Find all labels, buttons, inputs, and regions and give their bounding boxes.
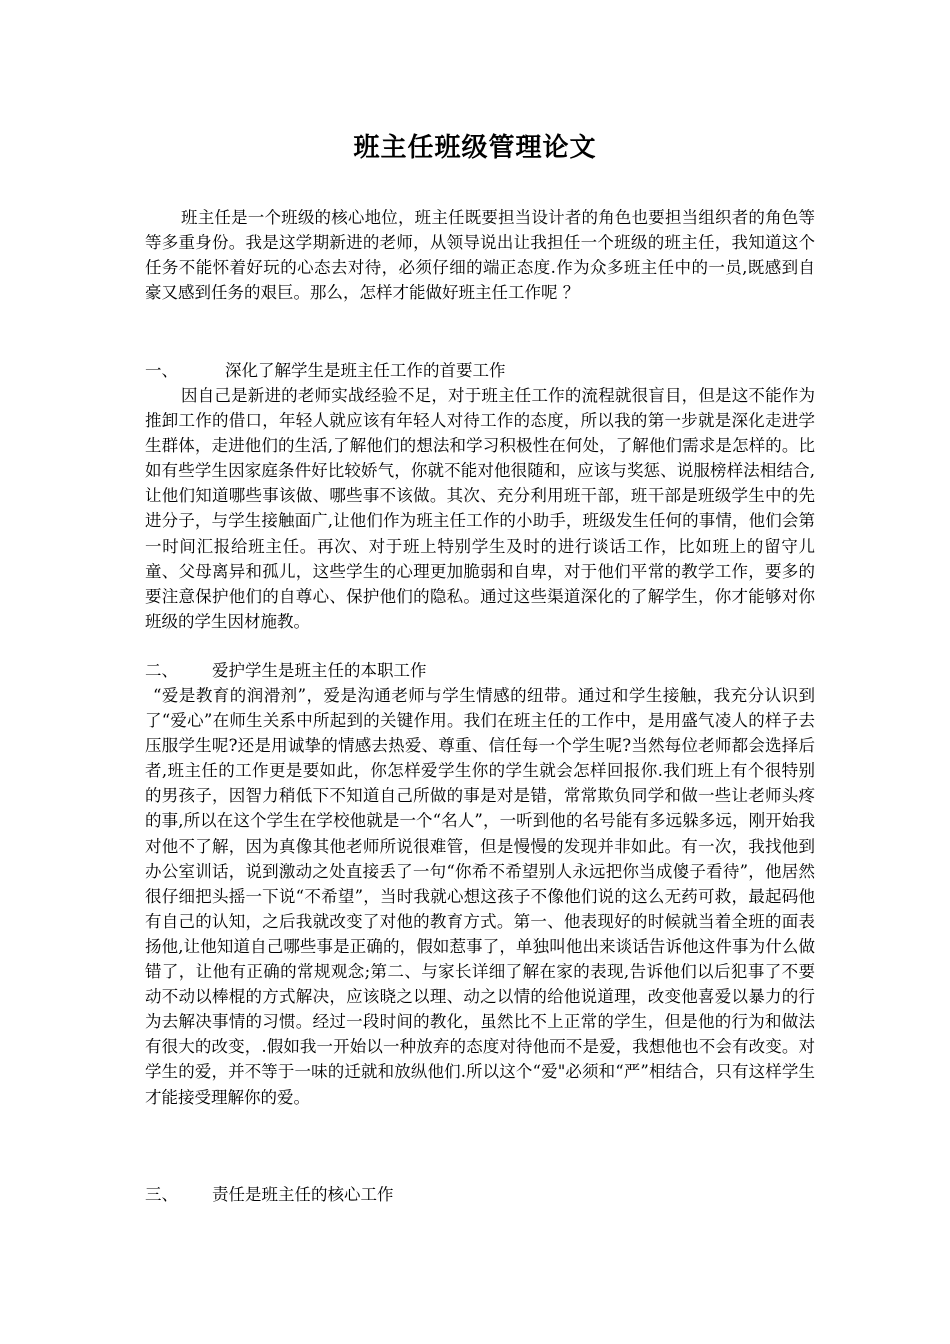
- document-title: 班主任班级管理论文: [353, 133, 597, 163]
- section-heading-2: [145, 658, 427, 683]
- section-number: 二、: [145, 661, 178, 680]
- section-heading-text: 深化了解学生是班主任工作的首要工作: [225, 361, 506, 380]
- section-heading-text: 爱护学生是班主任的本职工作: [212, 661, 427, 680]
- section-heading-1: [145, 358, 506, 383]
- section-paragraph-1: 因自己是新进的老师实战经验不足，对于班主任工作的流程就很盲目，但是这不能作为推卸工作的借口，年轻人就应该有年轻人对待工作的态度，所以我的第一步就是深化走进学生群体，走进他们的生活,了解他们的想法和学习积极性在何处，了解他们需求是怎样的。比如有些学生因家庭条件好比较娇气，你就不能对他很随和，应该与奖惩、说服榜样法相结合,让他们知道哪些事该做、哪些事不该做。其次、充分利用班干部，班干部是班级学生中的先进分子，与学生接触面广,让他们作为班主任工作的小助手，班级发生任何的事情，他们会第一时间汇报给班主任。再次、对于班上特别学生及时的进行谈话工作，比如班上的留守儿童、父母离异和孤儿，这些学生的心理更加脆弱和自卑，对于他们平常的教学工作，要多的要注意保护他们的自尊心、保护他们的隐私。通过这些渠道深化的了解学生，你才能够对你班级的学生因材施教。: [145, 386, 815, 631]
- section-paragraph-2: “爱是教育的润滑剂”，爱是沟通老师与学生情感的纽带。通过和学生接触，我充分认识到了“爱心”在师生关系中所起到的关键作用。我们在班主任的工作中，是用盛气凌人的样子去压服学生呢?还是用诚挚的情感去热爱、尊重、信任每一个学生呢?当然每位老师都会选择后者,班主任的工作更是要如此，你怎样爱学生你的学生就会怎样回报你.我们班上有个很特别的男孩子，因智力稍低下不知道自己所做的事是对是错，常常欺负同学和做一些让老师头疼的事,所以在这个学生在学校他就是一个“名人”，一听到他的名号能有多远躲多远，刚开始我对他不了解，因为真像其他老师所说很难管，但是慢慢的发现并非如此。有一次，我找他到办公室训话，说到激动之处直接丢了一句“你希不希望别人永远把你当成傻子看待”，他居然很仔细把头摇一下说“不希望”，当时我就心想这孩子不像他们说的这么无药可救，最起码他有自己的认知，之后我就改变了对他的教育方式。第一、他表现好的时候就当着全班的面表扬他,让他知道自己哪些事是正确的，假如惹事了，单独叫他出来谈话告诉他这件事为什么做错了，让他有正确的常规观念;第二、与家长详细了解在家的表现,告诉他们以后犯事了不要动不动以棒棍的方式解决，应该晓之以理、动之以情的给他说道理，改变他喜爱以暴力的行为去解决事情的习惯。经过一段时间的教化，虽然比不上正常的学生，但是他的行为和做法有很大的改变，.假如我一开始以一种放弃的态度对待他而不是爱，我想他也不会有改变。对学生的爱，并不等于一味的迁就和放纵他们.所以这个“爱"必须和“严”相结合，只有这样学生才能接受理解你的爱。: [145, 686, 815, 1107]
- section-number: 一、: [145, 361, 178, 380]
- section-number: 三、: [145, 1185, 178, 1204]
- section-heading-3: [145, 1182, 394, 1207]
- section-heading-text: 责任是班主任的核心工作: [212, 1185, 394, 1204]
- intro-paragraph: 班主任是一个班级的核心地位，班主任既要担当设计者的角色也要担当组织者的角色等等多重身份。我是这学期新进的老师，从领导说出让我担任一个班级的班主任，我知道这个任务不能怀着好玩的心态去对待，必须仔细的端正态度.作为众多班主任中的一员,既感到自豪又感到任务的艰巨。那么，怎样才能做好班主任工作呢 ？: [145, 208, 815, 303]
